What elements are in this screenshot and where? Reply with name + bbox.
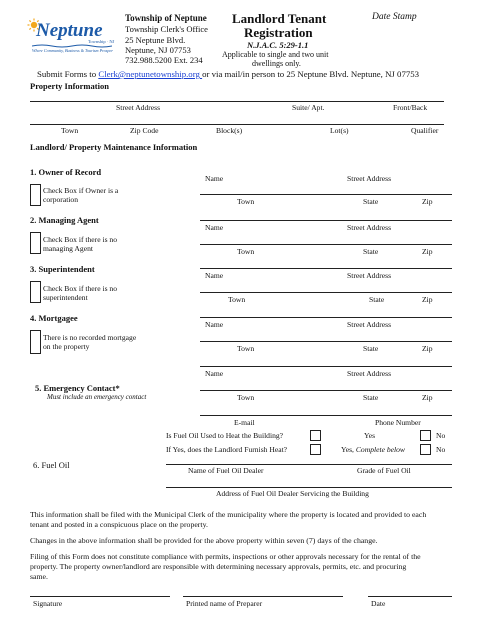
fuel-q1-no: No xyxy=(436,431,446,440)
agent-state-label: State xyxy=(363,247,379,256)
emergency-name-label: Name xyxy=(205,369,224,378)
fuel-q2-yes: Yes, Complete below xyxy=(341,445,405,454)
clerk-email-link[interactable]: Clerk@neptunetownship.org xyxy=(98,69,203,79)
street-label: Street Address xyxy=(116,103,161,112)
emergency-title: 5. Emergency Contact* xyxy=(35,383,120,393)
compliance-notice-line-3: same. xyxy=(30,572,48,581)
zip-label: Zip Code xyxy=(130,126,159,135)
date-stamp: Date Stamp xyxy=(372,12,417,22)
email-label: E-mail xyxy=(234,418,255,427)
no-super-checkbox[interactable] xyxy=(30,281,41,303)
agent-title: 2. Managing Agent xyxy=(30,215,99,225)
office-street: 25 Neptune Blvd. xyxy=(125,35,186,45)
agent-check-text-2: managing Agent xyxy=(43,244,93,253)
applicability-note-1: Applicable to single and two unit xyxy=(222,50,329,59)
fuel-title: 6. Fuel Oil xyxy=(33,460,70,470)
mortgagee-check-text-1: There is no recorded mortgage xyxy=(43,333,137,342)
agent-name-label: Name xyxy=(205,223,224,232)
owner-name-label: Name xyxy=(205,174,224,183)
property-line-2[interactable] xyxy=(30,124,444,125)
block-label: Block(s) xyxy=(216,126,243,135)
fuel-dealer-label: Name of Fuel Oil Dealer xyxy=(188,466,264,475)
fuel-q2: If Yes, does the Landlord Furnish Heat? xyxy=(166,445,288,454)
filing-notice-line-1: This information shall be filed with the Municipal Clerk of the municipality where the property is located and provided to each xyxy=(30,510,427,519)
property-heading: Property Information xyxy=(30,81,109,91)
owner-street-label: Street Address xyxy=(347,174,392,183)
owner-title: 1. Owner of Record xyxy=(30,167,102,177)
submit-instructions xyxy=(37,70,419,79)
compliance-notice-line-2: property. The property owner/landlord are responsible with determining necessary approvals, permits, etc. and procuring xyxy=(30,562,407,571)
fuel-address-label: Address of Fuel Oil Dealer Servicing the Building xyxy=(216,489,369,498)
compliance-notice-line-1: Filing of this Form does not constitute compliance with permits, inspections or other approvals necessary for the rental of the xyxy=(30,552,421,561)
mortgagee-name-label: Name xyxy=(205,320,224,329)
no-mortgage-checkbox[interactable] xyxy=(30,330,41,354)
emergency-town-label: Town xyxy=(237,393,255,402)
office-name: Township of Neptune xyxy=(125,13,207,23)
fuel-grade-label: Grade of Fuel Oil xyxy=(357,466,411,475)
date-line[interactable] xyxy=(368,596,452,597)
changes-notice: Changes in the above information shall be provided for the above property within seven (7) days of the change. xyxy=(30,536,378,545)
super-line[interactable] xyxy=(200,292,452,293)
fuel-q2-no: No xyxy=(436,445,446,454)
property-line-1[interactable] xyxy=(30,101,444,102)
form-title-line1: Landlord Tenant xyxy=(232,11,327,26)
fuel-q1-yes-checkbox[interactable] xyxy=(310,430,321,441)
agent-zip-label: Zip xyxy=(422,247,433,256)
landlord-heading: Landlord/ Property Maintenance Information xyxy=(30,142,198,152)
submit-prefix: Submit Forms to xyxy=(37,69,99,79)
super-line-top[interactable] xyxy=(200,268,452,269)
emergency-state-label: State xyxy=(363,393,379,402)
agent-check-text-1: Check Box if there is no xyxy=(43,235,118,244)
owner-state-label: State xyxy=(363,197,379,206)
phone-label: Phone Number xyxy=(375,418,421,427)
fuel-q1-yes: Yes xyxy=(364,431,376,440)
fuel-q2-no-checkbox[interactable] xyxy=(420,444,431,455)
signature-label: Signature xyxy=(33,599,63,608)
preparer-label: Printed name of Preparer xyxy=(186,599,263,608)
lot-label: Lot(s) xyxy=(330,126,349,135)
submit-suffix: or via mail/in person to 25 Neptune Blvd. Neptune, NJ 07753 xyxy=(202,69,420,79)
applicability-note-2: dwellings only. xyxy=(252,59,301,68)
owner-check-text-2: corporation xyxy=(43,195,79,204)
super-check-text-2: superintendent xyxy=(43,293,88,302)
agent-town-label: Town xyxy=(237,247,255,256)
form-title-line2: Registration xyxy=(244,25,313,40)
front-back-label: Front/Back xyxy=(393,103,428,112)
mortgagee-line-top[interactable] xyxy=(200,317,452,318)
mortgagee-town-label: Town xyxy=(237,344,255,353)
mortgagee-line[interactable] xyxy=(200,341,452,342)
mortgagee-title: 4. Mortgagee xyxy=(30,313,78,323)
suite-label: Suite/ Apt. xyxy=(292,103,325,112)
emergency-street-label: Street Address xyxy=(347,369,392,378)
super-check-text-1: Check Box if there is no xyxy=(43,284,118,293)
mortgagee-zip-label: Zip xyxy=(422,344,433,353)
super-state-label: State xyxy=(369,295,385,304)
filing-notice-line-2: tenant and posted in a conspicuous place on the property. xyxy=(30,520,208,529)
preparer-line[interactable] xyxy=(183,596,343,597)
owner-town-label: Town xyxy=(237,197,255,206)
super-title: 3. Superintendent xyxy=(30,264,95,274)
fuel-dealer-line[interactable] xyxy=(166,464,452,465)
fuel-q1-no-checkbox[interactable] xyxy=(420,430,431,441)
date-label: Date xyxy=(371,599,386,608)
signature-line[interactable] xyxy=(30,596,170,597)
office-phone: 732.988.5200 Ext. 234 xyxy=(125,55,203,65)
emergency-line[interactable] xyxy=(200,390,452,391)
mortgagee-check-text-2: on the property xyxy=(43,342,90,351)
office-city: Neptune, NJ 07753 xyxy=(125,45,191,55)
mortgagee-street-label: Street Address xyxy=(347,320,392,329)
owner-check-text-1: Check Box if Owner is a xyxy=(43,186,119,195)
statute: N.J.A.C. 5:29-1.1 xyxy=(247,40,309,50)
super-town-label: Town xyxy=(228,295,246,304)
super-name-label: Name xyxy=(205,271,224,280)
logo-subtitle: Township · NJ xyxy=(88,39,115,44)
fuel-q2-yes-checkbox[interactable] xyxy=(310,444,321,455)
agent-line[interactable] xyxy=(200,244,452,245)
fuel-address-line[interactable] xyxy=(166,487,452,488)
agent-street-label: Street Address xyxy=(347,223,392,232)
emergency-note: Must include an emergency contact xyxy=(47,393,147,401)
super-street-label: Street Address xyxy=(347,271,392,280)
emergency-line-top[interactable] xyxy=(200,366,452,367)
fuel-q1: Is Fuel Oil Used to Heat the Building? xyxy=(166,431,284,440)
office-clerk: Township Clerk's Office xyxy=(125,24,208,34)
no-agent-checkbox[interactable] xyxy=(30,232,41,254)
logo-tagline: Where Community, Business & Tourism Prosper xyxy=(32,48,113,53)
emergency-zip-label: Zip xyxy=(422,393,433,402)
logo-wordmark: Neptune xyxy=(36,20,103,41)
qualifier-label: Qualifier xyxy=(411,126,439,135)
owner-line[interactable] xyxy=(200,194,452,195)
agent-line-top[interactable] xyxy=(200,220,452,221)
mortgagee-state-label: State xyxy=(363,344,379,353)
owner-zip-label: Zip xyxy=(422,197,433,206)
owner-corporation-checkbox[interactable] xyxy=(30,184,41,206)
emergency-contact-line[interactable] xyxy=(200,415,452,416)
town-label: Town xyxy=(61,126,79,135)
super-zip-label: Zip xyxy=(422,295,433,304)
